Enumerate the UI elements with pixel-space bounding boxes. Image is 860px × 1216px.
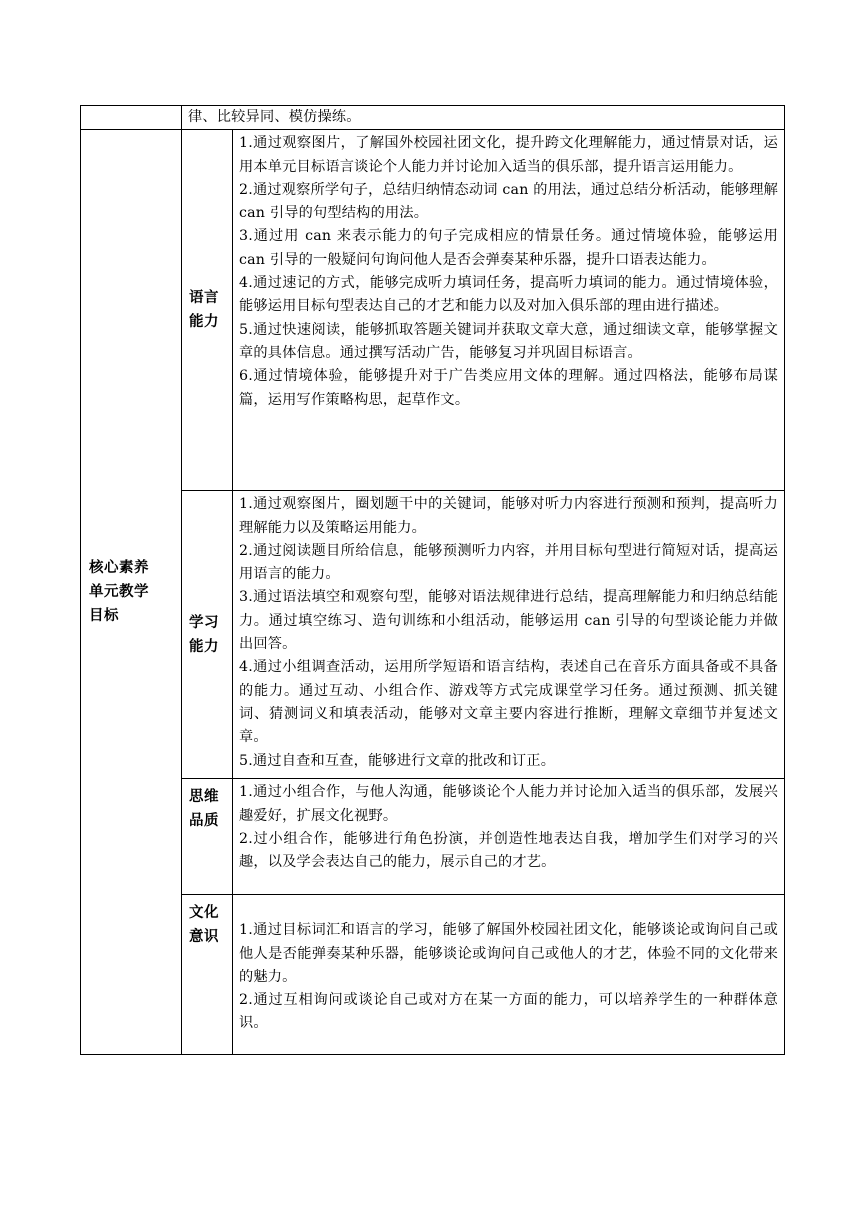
- section-content-culture: [233, 895, 785, 1055]
- section-label-learning: 学习能力: [182, 491, 233, 779]
- continuation-text: 律、比较异同、模仿操练。: [182, 106, 785, 130]
- objective-item: 4.通过速记的方式，能够完成听力填词任务，提高听力填词的能力。通过情境体验，能够运用目标句型表达自己的才艺和能力以及对加入俱乐部的理由进行描述。: [239, 275, 778, 315]
- objective-item: 2.过小组合作，能够进行角色扮演，并创造性地表达自我，增加学生们对学习的兴趣，以及学会表达自己的能力，展示自己的才艺。: [239, 830, 778, 871]
- section-label-thinking: 思维品质: [182, 779, 233, 895]
- objective-item: 3.通过语法填空和观察句型，能够对语法规律进行总结，提高理解能力和归纳总结能力。通过填空练习、造句训练和小组活动，能够运用 can 引导的句型谈论能力并做出回答。: [239, 589, 778, 653]
- section-label-language: 语言能力: [182, 130, 233, 491]
- continuation-row: [81, 106, 785, 130]
- objective-item: 3.通过用 can 来表示能力的句子完成相应的情景任务。通过情境体验，能够运用 can 引导的一般疑问句询问他人是否会弹奏某种乐器，提升口语表达能力。: [239, 228, 778, 268]
- objective-item: 1.通过小组合作，与他人沟通，能够谈论个人能力并讨论加入适当的俱乐部，发展兴趣爱好，扩展文化视野。: [239, 784, 778, 824]
- section-label-culture: 文化意识: [182, 895, 233, 1055]
- objective-item: 2.通过互相询问或谈论自己或对方在某一方面的能力，可以培养学生的一种群体意识。: [239, 992, 778, 1032]
- section-row-thinking: [81, 779, 785, 895]
- section-content-learning: [233, 491, 785, 779]
- objective-item: 1.通过观察图片，圈划题干中的关键词，能够对听力内容进行预测和预判，提高听力理解能力以及策略运用能力。: [239, 496, 778, 536]
- objective-item: 1.通过目标词汇和语言的学习，能够了解国外校园社团文化，能够谈论或询问自己或他人是否能弹奏某种乐器，能够谈论或询问自己或他人的才艺，体验不同的文化带来的魅力。: [239, 922, 778, 985]
- core-label: 核心素养单元教学目标: [81, 130, 182, 1055]
- section-row-learning: [81, 491, 785, 779]
- objective-item: 4.通过小组调查活动，运用所学短语和语言结构，表述自己在音乐方面具备或不具备的能力。通过互动、小组合作、游戏等方式完成课堂学习任务。通过预测、抓关键词、猜测词义和填表活动，能够对文章主要内容进行推断，理解文章细节并复述文章。: [239, 659, 778, 746]
- objective-item: 1.通过观察图片，了解国外校园社团文化，提升跨文化理解能力，通过情景对话，运用本单元目标语言谈论个人能力并讨论加入适当的俱乐部，提升语言运用能力。: [239, 135, 778, 175]
- empty-cell: [81, 106, 182, 130]
- section-content-language: [233, 130, 785, 491]
- objective-item: 5.通过自查和互查，能够进行文章的批改和订正。: [239, 752, 556, 769]
- section-row-language: [81, 130, 785, 491]
- objective-item: 6.通过情境体验，能够提升对于广告类应用文体的理解。通过四格法，能够布局谋篇，运用写作策略构思，起草作文。: [239, 368, 778, 408]
- objective-item: 2.通过观察所学句子，总结归纳情态动词 can 的用法，通过总结分析活动，能够理解 can 引导的句型结构的用法。: [239, 181, 778, 222]
- section-row-culture: [81, 895, 785, 1055]
- objective-item: 2.通过阅读题目所给信息，能够预测听力内容，并用目标句型进行简短对话，提高运用语言的能力。: [239, 542, 778, 583]
- objectives-table: [80, 105, 785, 1055]
- section-content-thinking: [233, 779, 785, 895]
- objective-item: 5.通过快速阅读，能够抓取答题关键词并获取文章大意，通过细读文章，能够掌握文章的具体信息。通过撰写活动广告，能够复习并巩固目标语言。: [239, 321, 778, 361]
